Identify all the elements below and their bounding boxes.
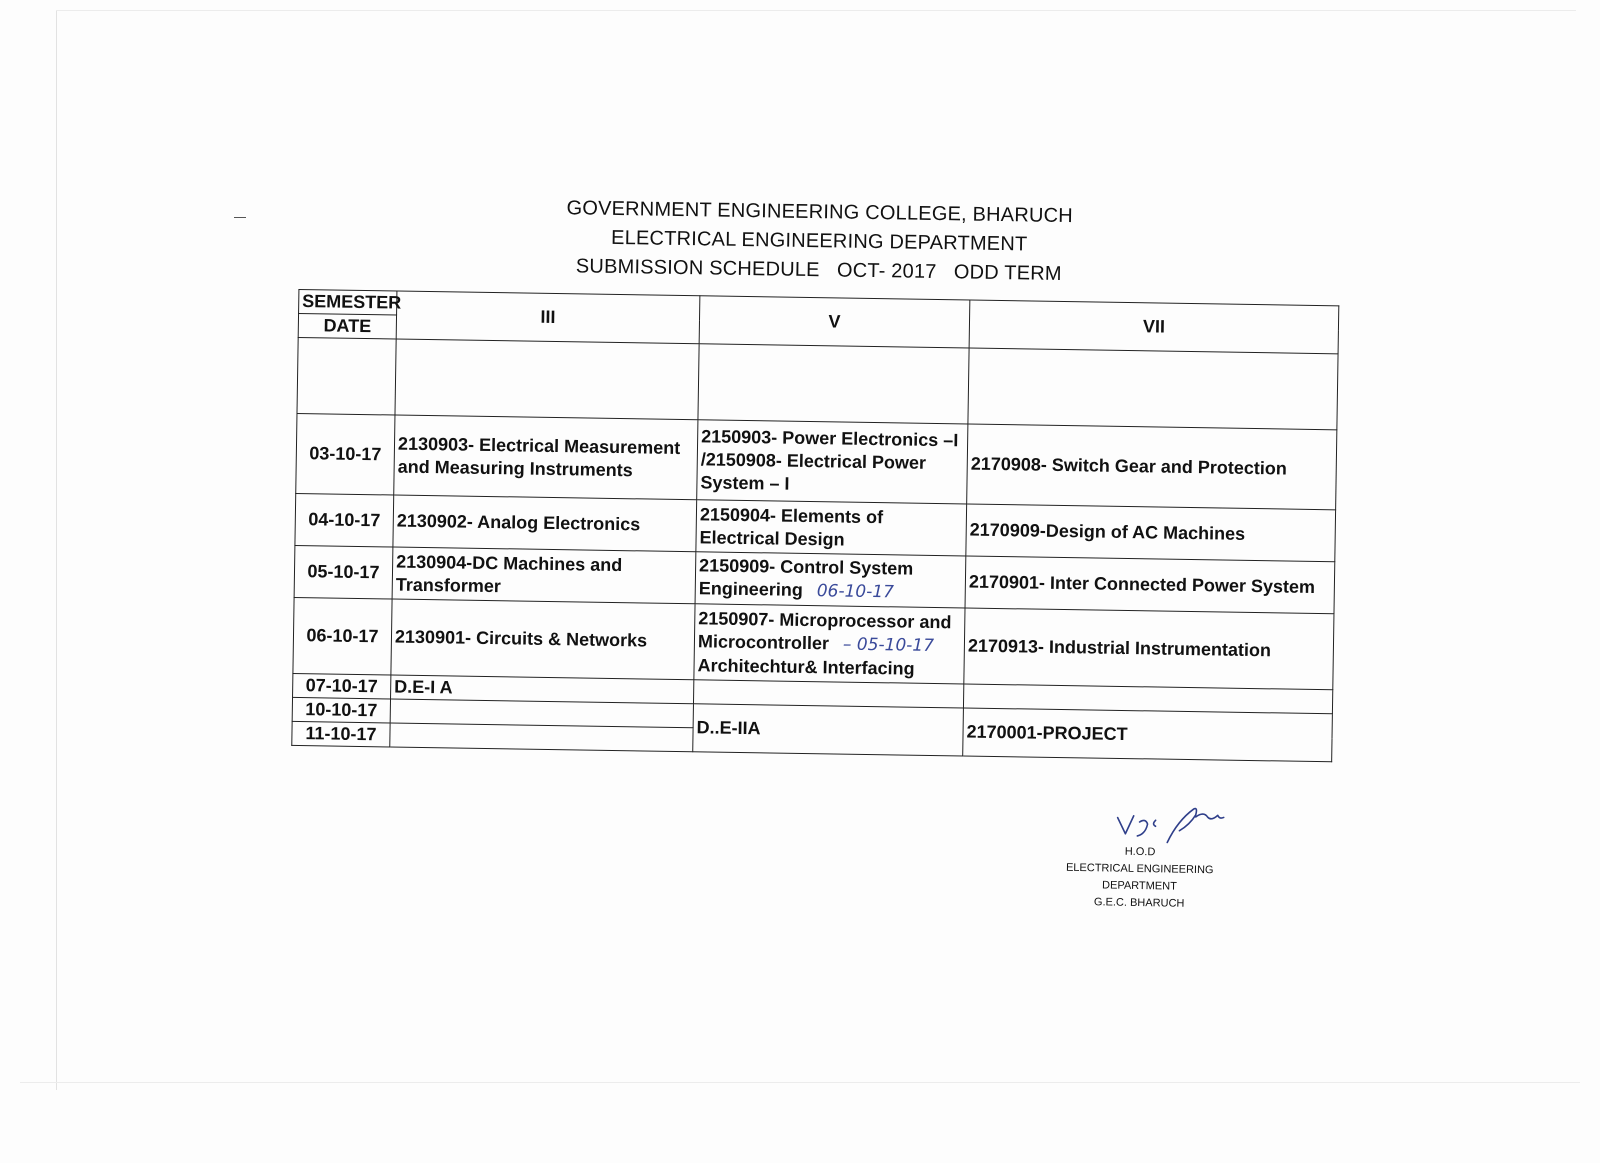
- scan-speck: [234, 217, 246, 218]
- sem5-subject: 2150904- Elements of Electrical Design: [696, 500, 967, 556]
- semester-vii-heading: VII: [969, 300, 1339, 354]
- hod-title: H.O.D: [1124, 845, 1156, 859]
- document-header: [299, 190, 1340, 293]
- hod-place: G.E.C. BHARUCH: [1093, 896, 1185, 910]
- sem3-subject: [390, 723, 693, 752]
- sem3-subject: 2130901- Circuits & Networks: [391, 599, 695, 680]
- sem5-subject-continued: Architechtur& Interfacing: [697, 654, 915, 679]
- sem5-subject: 2150907- Microprocessor and Microcontroller: [697, 607, 952, 653]
- sem5-subject: 2150903- Power Electronics –I /2150908- Electrical Power System – I: [697, 420, 968, 504]
- sem5-subject-cell: [694, 604, 965, 684]
- semester-label: SEMESTER: [299, 289, 397, 315]
- date-cell: 03-10-17: [296, 413, 395, 495]
- semester-iii-heading: III: [396, 291, 700, 344]
- sem5-subject-cell: [695, 552, 966, 608]
- empty-cell: [698, 344, 969, 424]
- date-cell: 06-10-17: [293, 597, 392, 675]
- sem7-subject: 2170901- Inter Connected Power System: [965, 556, 1335, 614]
- date-cell: 05-10-17: [294, 545, 393, 599]
- date-cell: 07-10-17: [293, 673, 391, 699]
- empty-cell: [395, 339, 699, 420]
- empty-cell: [297, 337, 396, 415]
- date-label: DATE: [298, 313, 396, 339]
- sem5-subject: D..E-IIA: [693, 704, 964, 756]
- hod-department: ELECTRICAL ENGINEERING DEPARTMENT: [1065, 861, 1214, 893]
- sem3-subject: D.E-I A: [391, 675, 694, 704]
- hod-signature-block: [1029, 798, 1251, 914]
- empty-cell: [968, 348, 1338, 430]
- schedule-title: SUBMISSION SCHEDULE OCT- 2017 ODD TERM: [575, 255, 1062, 285]
- schedule-document: [291, 190, 1340, 762]
- date-cell: 11-10-17: [292, 721, 390, 747]
- college-name: GOVERNMENT ENGINEERING COLLEGE, BHARUCH: [566, 197, 1074, 228]
- handwritten-date-note: – 05-10-17: [842, 634, 935, 656]
- sem3-subject: 2130902- Analog Electronics: [393, 495, 697, 552]
- sem7-subject: 2170908- Switch Gear and Protection: [967, 424, 1337, 510]
- date-cell: 10-10-17: [292, 697, 390, 723]
- sem7-subject: 2170909-Design of AC Machines: [966, 504, 1336, 562]
- page-edge: [56, 10, 57, 1090]
- sem5-subject: 2150909- Control System Engineering: [698, 555, 914, 600]
- sem7-subject: 2170913- Industrial Instrumentation: [964, 608, 1334, 690]
- sem3-subject: 2130903- Electrical Measurement and Measuring Instruments: [394, 415, 698, 500]
- submission-schedule-table: [291, 289, 1339, 762]
- handwritten-signature: [1055, 799, 1226, 850]
- department-name: ELECTRICAL ENGINEERING DEPARTMENT: [610, 226, 1028, 256]
- handwritten-date-note: 06-10-17: [816, 581, 895, 603]
- table-header-row: [299, 289, 1339, 329]
- sem3-subject: 2130904-DC Machines and Transformer: [392, 547, 696, 604]
- page-edge: [56, 10, 1576, 11]
- page-edge: [20, 1082, 1580, 1083]
- semester-v-heading: V: [699, 296, 970, 348]
- date-cell: 04-10-17: [295, 493, 394, 547]
- sem7-subject: 2170001-PROJECT: [963, 708, 1333, 762]
